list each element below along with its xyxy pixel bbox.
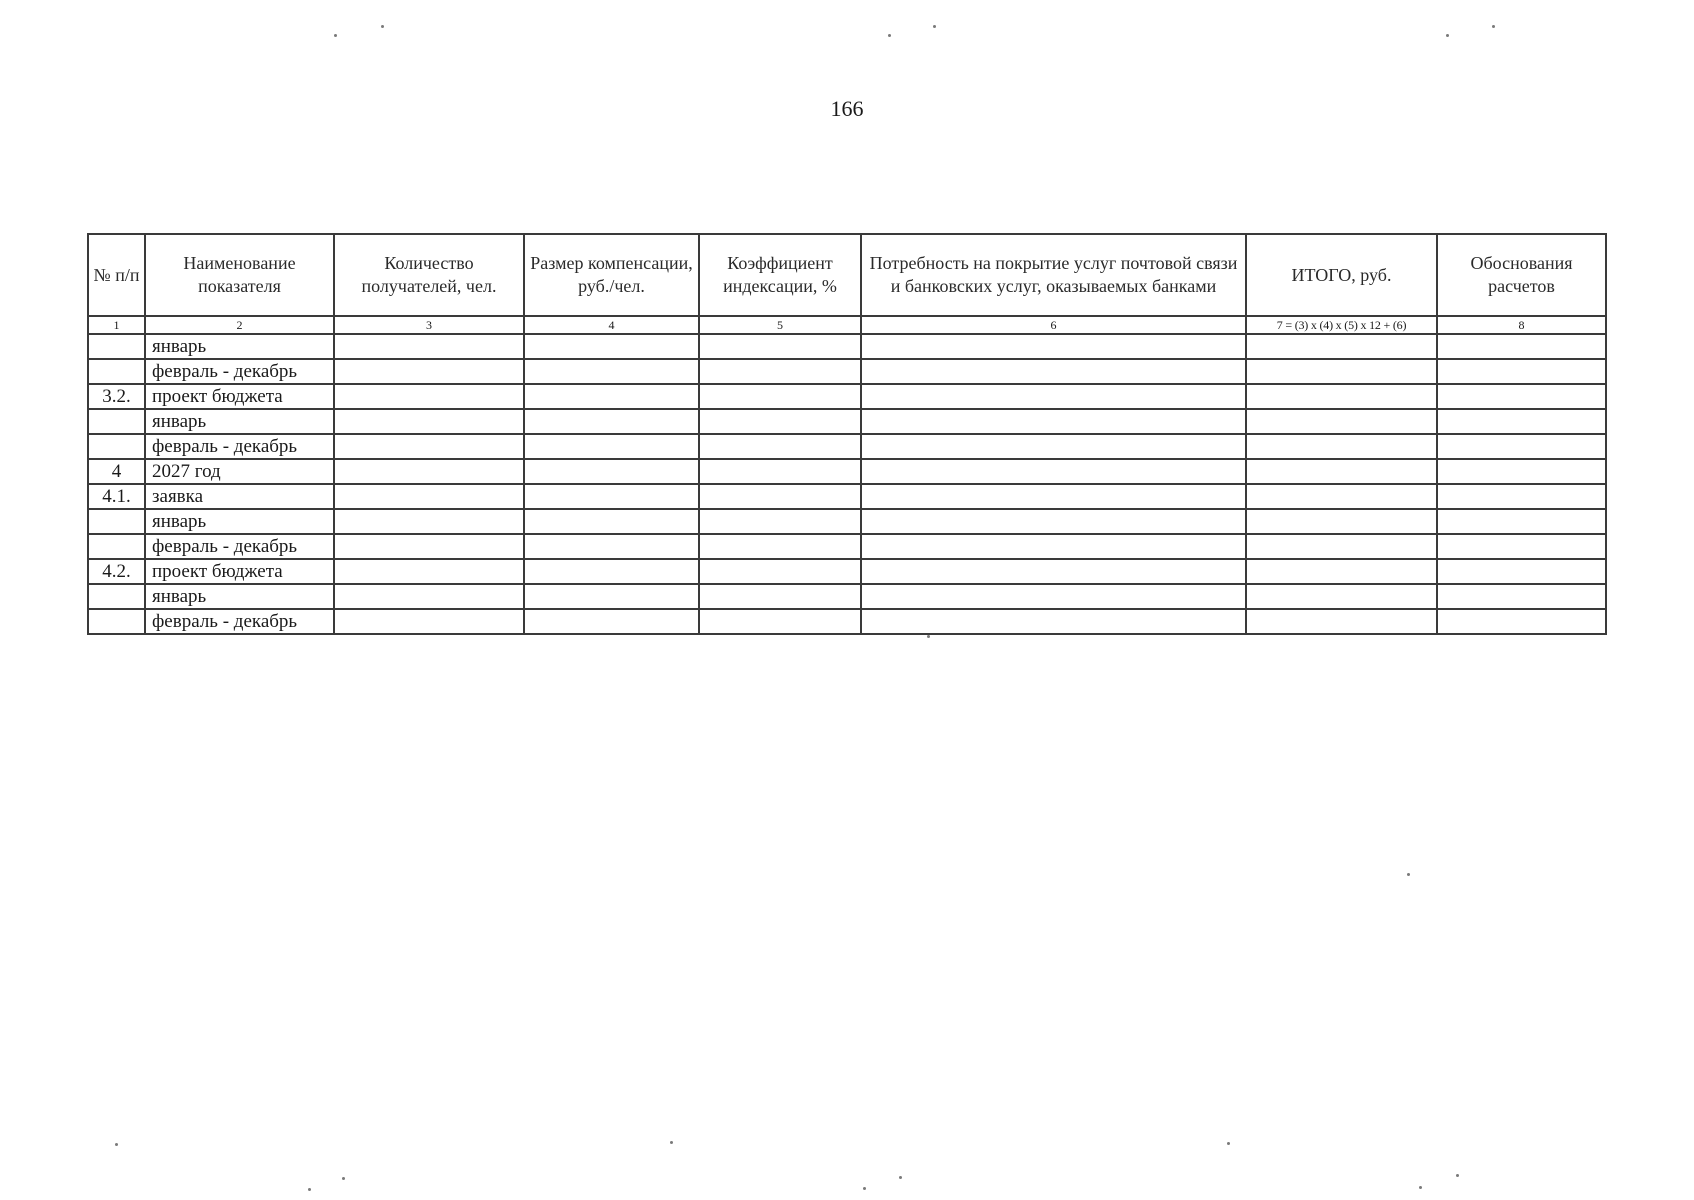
empty-cell [334, 334, 524, 359]
empty-cell [1246, 409, 1437, 434]
empty-cell [524, 434, 699, 459]
column-number: 8 [1437, 316, 1606, 334]
row-number-cell [88, 409, 145, 434]
empty-cell [1246, 334, 1437, 359]
row-name-cell: заявка [145, 484, 334, 509]
empty-cell [334, 559, 524, 584]
row-number-cell [88, 584, 145, 609]
empty-cell [334, 409, 524, 434]
row-name-cell: проект бюджета [145, 384, 334, 409]
row-number-cell: 4.1. [88, 484, 145, 509]
empty-cell [861, 334, 1246, 359]
empty-cell [1246, 459, 1437, 484]
row-number-cell: 4.2. [88, 559, 145, 584]
header-cell-name: Наименование показателя [145, 234, 334, 316]
empty-cell [1437, 384, 1606, 409]
row-number-cell [88, 434, 145, 459]
empty-cell [524, 609, 699, 634]
empty-cell [861, 459, 1246, 484]
empty-cell [334, 509, 524, 534]
budget-table [87, 233, 1607, 635]
table-row [88, 359, 1606, 384]
scan-speck [342, 1177, 345, 1180]
scan-speck [1407, 873, 1410, 876]
empty-cell [699, 384, 861, 409]
empty-cell [334, 434, 524, 459]
empty-cell [699, 459, 861, 484]
empty-cell [1437, 359, 1606, 384]
row-number-cell: 4 [88, 459, 145, 484]
empty-cell [699, 509, 861, 534]
empty-cell [524, 484, 699, 509]
row-number-cell [88, 609, 145, 634]
scan-speck [670, 1141, 673, 1144]
column-number: 1 [88, 316, 145, 334]
empty-cell [861, 434, 1246, 459]
empty-cell [699, 334, 861, 359]
header-cell-total: ИТОГО, руб. [1246, 234, 1437, 316]
empty-cell [334, 584, 524, 609]
table-row [88, 409, 1606, 434]
table-body [88, 334, 1606, 634]
empty-cell [1437, 409, 1606, 434]
column-number: 6 [861, 316, 1246, 334]
empty-cell [861, 559, 1246, 584]
empty-cell [1437, 459, 1606, 484]
empty-cell [1437, 609, 1606, 634]
empty-cell [524, 534, 699, 559]
page-number: 166 [830, 96, 864, 121]
empty-cell [1246, 534, 1437, 559]
empty-cell [861, 609, 1246, 634]
empty-cell [861, 509, 1246, 534]
empty-cell [524, 359, 699, 384]
row-name-cell: февраль - декабрь [145, 534, 334, 559]
empty-cell [1246, 484, 1437, 509]
scan-speck [863, 1187, 866, 1190]
header-cell-justification: Обоснования расчетов [1437, 234, 1606, 316]
empty-cell [524, 459, 699, 484]
empty-cell [524, 509, 699, 534]
scan-speck [1492, 25, 1495, 28]
empty-cell [1437, 434, 1606, 459]
scan-speck [1419, 1186, 1422, 1189]
empty-cell [334, 609, 524, 634]
empty-cell [1246, 609, 1437, 634]
empty-cell [524, 384, 699, 409]
empty-cell [861, 384, 1246, 409]
table-row [88, 584, 1606, 609]
empty-cell [1437, 559, 1606, 584]
header-cell-num: № п/п [88, 234, 145, 316]
empty-cell [861, 359, 1246, 384]
empty-cell [699, 559, 861, 584]
empty-cell [1437, 334, 1606, 359]
row-number-cell [88, 534, 145, 559]
empty-cell [334, 384, 524, 409]
empty-cell [524, 409, 699, 434]
empty-cell [699, 434, 861, 459]
empty-cell [1246, 584, 1437, 609]
scan-speck [1227, 1142, 1230, 1145]
header-cell-services: Потребность на покрытие услуг почтовой связи и банковских услуг, оказываемых банками [861, 234, 1246, 316]
table-row [88, 484, 1606, 509]
scan-speck [115, 1143, 118, 1146]
empty-cell [861, 409, 1246, 434]
column-number: 3 [334, 316, 524, 334]
empty-cell [1246, 509, 1437, 534]
table-row [88, 384, 1606, 409]
row-name-cell: проект бюджета [145, 559, 334, 584]
row-name-cell: январь [145, 584, 334, 609]
empty-cell [1437, 584, 1606, 609]
table-row [88, 534, 1606, 559]
empty-cell [1437, 509, 1606, 534]
scan-speck [927, 635, 930, 638]
row-name-cell: февраль - декабрь [145, 359, 334, 384]
scan-speck [334, 34, 337, 37]
column-number-row [88, 316, 1606, 334]
empty-cell [699, 409, 861, 434]
scan-speck [1456, 1174, 1459, 1177]
empty-cell [1437, 534, 1606, 559]
empty-cell [861, 584, 1246, 609]
scan-speck [381, 25, 384, 28]
empty-cell [524, 584, 699, 609]
row-name-cell: январь [145, 509, 334, 534]
empty-cell [334, 459, 524, 484]
table-row [88, 609, 1606, 634]
empty-cell [1437, 484, 1606, 509]
row-name-cell: февраль - декабрь [145, 609, 334, 634]
row-number-cell [88, 509, 145, 534]
header-cell-recipients: Количество получателей, чел. [334, 234, 524, 316]
scan-speck [888, 34, 891, 37]
empty-cell [861, 534, 1246, 559]
row-name-cell: 2027 год [145, 459, 334, 484]
empty-cell [699, 584, 861, 609]
row-number-cell [88, 334, 145, 359]
empty-cell [334, 534, 524, 559]
row-name-cell: февраль - декабрь [145, 434, 334, 459]
scan-speck [899, 1176, 902, 1179]
empty-cell [699, 534, 861, 559]
empty-cell [334, 484, 524, 509]
empty-cell [334, 359, 524, 384]
table-row [88, 434, 1606, 459]
row-number-cell [88, 359, 145, 384]
column-formula: 7 = (3) x (4) x (5) x 12 + (6) [1246, 316, 1437, 334]
header-cell-index: Коэффициент индексации, % [699, 234, 861, 316]
empty-cell [1246, 384, 1437, 409]
header-cell-compensation: Размер компенсации, руб./чел. [524, 234, 699, 316]
scan-speck [933, 25, 936, 28]
table-row [88, 509, 1606, 534]
empty-cell [699, 484, 861, 509]
row-name-cell: январь [145, 334, 334, 359]
empty-cell [699, 359, 861, 384]
empty-cell [524, 334, 699, 359]
scan-speck [308, 1188, 311, 1191]
empty-cell [1246, 559, 1437, 584]
empty-cell [1246, 359, 1437, 384]
table-row [88, 459, 1606, 484]
empty-cell [524, 559, 699, 584]
column-number: 5 [699, 316, 861, 334]
table-row [88, 334, 1606, 359]
column-number: 2 [145, 316, 334, 334]
table-row [88, 559, 1606, 584]
empty-cell [861, 484, 1246, 509]
column-number: 4 [524, 316, 699, 334]
empty-cell [1246, 434, 1437, 459]
row-number-cell: 3.2. [88, 384, 145, 409]
row-name-cell: январь [145, 409, 334, 434]
header-row [88, 234, 1606, 316]
empty-cell [699, 609, 861, 634]
scan-speck [1446, 34, 1449, 37]
